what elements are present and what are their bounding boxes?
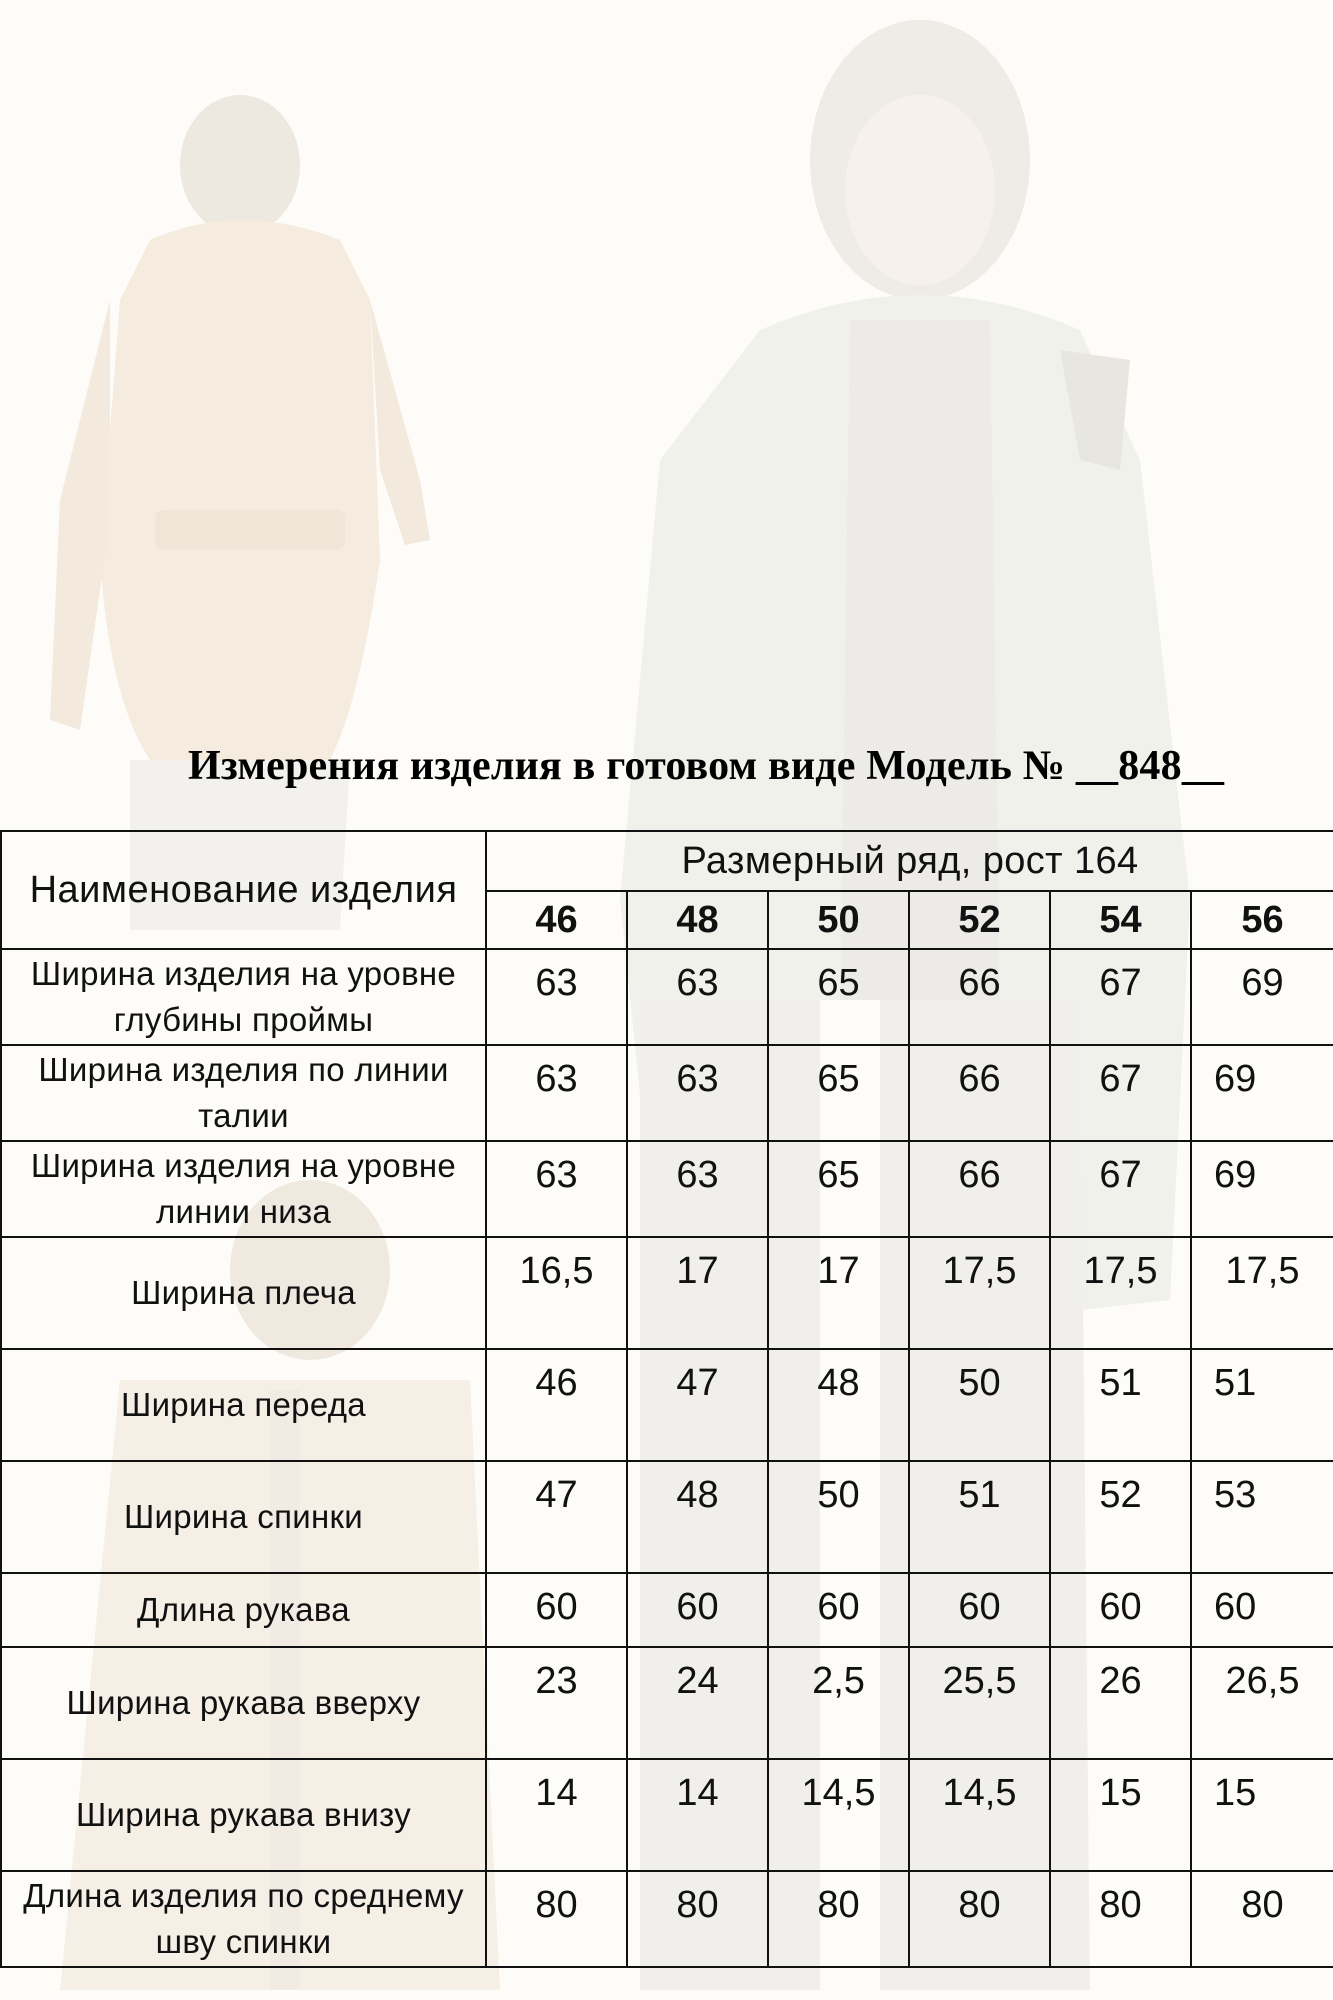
size-value-cell — [627, 1141, 768, 1237]
size-value-cell — [1050, 1759, 1191, 1871]
size-value: 66 — [958, 1058, 1001, 1100]
size-value-cell — [627, 1237, 768, 1349]
size-value: 50 — [958, 1362, 1001, 1404]
size-value: 80 — [676, 1884, 719, 1926]
table-row — [1, 1237, 1333, 1349]
size-value-cell — [1050, 1141, 1191, 1237]
size-value-cell — [1191, 1871, 1333, 1967]
table-row — [1, 1573, 1333, 1647]
size-value-cell — [768, 1871, 909, 1967]
size-value: 51 — [1099, 1362, 1142, 1404]
size-value-cell — [627, 1461, 768, 1573]
size-value: 60 — [1099, 1586, 1142, 1628]
size-value-cell — [486, 1141, 627, 1237]
size-value: 26 — [1099, 1660, 1142, 1702]
size-value: 63 — [535, 962, 578, 1004]
size-value-cell — [1050, 949, 1191, 1045]
size-value: 80 — [1241, 1884, 1284, 1926]
size-header: 56 — [1191, 891, 1333, 949]
table-row — [1, 1045, 1333, 1141]
size-value: 15 — [1099, 1772, 1142, 1814]
size-value: 60 — [676, 1586, 719, 1628]
table-row — [1, 1759, 1333, 1871]
row-label: Ширина плеча — [1, 1237, 486, 1349]
size-value: 67 — [1099, 1154, 1142, 1196]
size-value: 65 — [817, 1058, 860, 1100]
size-value: 63 — [535, 1058, 578, 1100]
size-value: 65 — [817, 962, 860, 1004]
table-row — [1, 1141, 1333, 1237]
size-value: 53 — [1214, 1474, 1257, 1516]
table-row — [1, 1647, 1333, 1759]
size-value: 63 — [676, 962, 719, 1004]
size-value-cell — [486, 1871, 627, 1967]
size-value-cell — [909, 1237, 1050, 1349]
size-value-cell — [768, 1573, 909, 1647]
row-label: Длина изделия по среднему шву спинки — [1, 1871, 486, 1967]
size-value: 69 — [1214, 1154, 1257, 1196]
size-value: 63 — [676, 1058, 719, 1100]
size-header: 50 — [768, 891, 909, 949]
size-value: 46 — [535, 1362, 578, 1404]
size-value-cell — [1050, 1349, 1191, 1461]
size-value: 60 — [958, 1586, 1001, 1628]
size-value: 80 — [535, 1884, 578, 1926]
size-range-header: Размерный ряд, рост 164 — [486, 831, 1333, 891]
size-value-cell — [1050, 1573, 1191, 1647]
size-value: 66 — [958, 1154, 1001, 1196]
size-value: 2,5 — [812, 1660, 865, 1702]
size-value-cell — [486, 1647, 627, 1759]
size-value-cell — [1050, 1871, 1191, 1967]
size-value-cell — [1050, 1647, 1191, 1759]
size-value: 17,5 — [1225, 1250, 1300, 1292]
size-value-cell — [768, 1759, 909, 1871]
size-value-cell — [486, 1759, 627, 1871]
size-value: 66 — [958, 962, 1001, 1004]
table-row — [1, 1461, 1333, 1573]
size-value: 14 — [535, 1772, 578, 1814]
size-header: 46 — [486, 891, 627, 949]
size-value: 48 — [817, 1362, 860, 1404]
size-value-cell — [1050, 1045, 1191, 1141]
size-value: 24 — [676, 1660, 719, 1702]
size-value: 47 — [535, 1474, 578, 1516]
size-value: 17,5 — [1083, 1250, 1158, 1292]
size-value-cell — [486, 1461, 627, 1573]
table-row — [1, 1871, 1333, 1967]
size-value: 63 — [535, 1154, 578, 1196]
row-label: Ширина изделия на уровне линии низа — [1, 1141, 486, 1237]
size-header: 48 — [627, 891, 768, 949]
size-value-cell — [1191, 1349, 1333, 1461]
size-value-cell — [909, 1647, 1050, 1759]
size-value: 14,5 — [942, 1772, 1017, 1814]
size-value-cell — [627, 1759, 768, 1871]
size-value: 51 — [1214, 1362, 1257, 1404]
size-table — [0, 830, 1333, 1968]
size-value-cell — [1050, 1237, 1191, 1349]
size-header: 54 — [1050, 891, 1191, 949]
table-row — [1, 1349, 1333, 1461]
size-value-cell — [768, 1141, 909, 1237]
size-value-cell — [909, 949, 1050, 1045]
size-value-cell — [1050, 1461, 1191, 1573]
size-value-cell — [1191, 1237, 1333, 1349]
row-label: Ширина изделия на уровне глубины проймы — [1, 949, 486, 1045]
size-value: 69 — [1241, 962, 1284, 1004]
size-value-cell — [1191, 1573, 1333, 1647]
size-value: 15 — [1214, 1772, 1257, 1814]
size-value: 80 — [1099, 1884, 1142, 1926]
row-label: Длина рукава — [1, 1573, 486, 1647]
size-value-cell — [768, 1237, 909, 1349]
size-value: 26,5 — [1225, 1660, 1300, 1702]
size-value-cell — [486, 1237, 627, 1349]
size-value-cell — [768, 1461, 909, 1573]
size-value-cell — [627, 1871, 768, 1967]
size-value: 60 — [535, 1586, 578, 1628]
size-value-cell — [768, 1045, 909, 1141]
size-value-cell — [909, 1141, 1050, 1237]
size-value-cell — [1191, 1045, 1333, 1141]
size-value-cell — [909, 1349, 1050, 1461]
size-value-cell — [1191, 949, 1333, 1045]
row-label: Ширина спинки — [1, 1461, 486, 1573]
size-value-cell — [1191, 1141, 1333, 1237]
size-header: 52 — [909, 891, 1050, 949]
row-label: Ширина переда — [1, 1349, 486, 1461]
size-value-cell — [1191, 1759, 1333, 1871]
size-value-cell — [627, 1045, 768, 1141]
size-value-cell — [768, 949, 909, 1045]
row-label: Ширина рукава внизу — [1, 1759, 486, 1871]
size-value-cell — [486, 949, 627, 1045]
size-value: 51 — [958, 1474, 1001, 1516]
size-value-cell — [486, 1573, 627, 1647]
size-value-cell — [909, 1045, 1050, 1141]
size-value: 16,5 — [519, 1250, 594, 1292]
size-value: 14,5 — [801, 1772, 876, 1814]
size-value: 14 — [676, 1772, 719, 1814]
size-value: 25,5 — [942, 1660, 1017, 1702]
size-value: 17,5 — [942, 1250, 1017, 1292]
size-value: 80 — [817, 1884, 860, 1926]
size-value: 52 — [1099, 1474, 1142, 1516]
size-value: 47 — [676, 1362, 719, 1404]
size-value-cell — [627, 949, 768, 1045]
size-value-cell — [1191, 1647, 1333, 1759]
size-value-cell — [909, 1461, 1050, 1573]
size-value-cell — [627, 1349, 768, 1461]
page-title: Измерения изделия в готовом виде Модель № __848__ — [188, 743, 1225, 789]
size-value-cell — [909, 1759, 1050, 1871]
size-value: 69 — [1214, 1058, 1257, 1100]
size-value: 67 — [1099, 962, 1142, 1004]
size-value-cell — [486, 1045, 627, 1141]
size-value-cell — [627, 1647, 768, 1759]
row-label: Ширина рукава вверху — [1, 1647, 486, 1759]
name-header: Наименование изделия — [1, 831, 486, 949]
size-value: 60 — [1214, 1586, 1257, 1628]
size-value: 23 — [535, 1660, 578, 1702]
size-value: 50 — [817, 1474, 860, 1516]
size-value-cell — [627, 1573, 768, 1647]
size-value: 67 — [1099, 1058, 1142, 1100]
size-value: 60 — [817, 1586, 860, 1628]
size-value: 63 — [676, 1154, 719, 1196]
size-value-cell — [909, 1871, 1050, 1967]
size-value: 80 — [958, 1884, 1001, 1926]
size-value-cell — [486, 1349, 627, 1461]
row-label: Ширина изделия по линии талии — [1, 1045, 486, 1141]
size-value: 48 — [676, 1474, 719, 1516]
size-value-cell — [1191, 1461, 1333, 1573]
size-value: 17 — [676, 1250, 719, 1292]
table-row — [1, 949, 1333, 1045]
size-value-cell — [768, 1647, 909, 1759]
size-value-cell — [768, 1349, 909, 1461]
size-value-cell — [909, 1573, 1050, 1647]
size-value: 65 — [817, 1154, 860, 1196]
size-value: 17 — [817, 1250, 860, 1292]
